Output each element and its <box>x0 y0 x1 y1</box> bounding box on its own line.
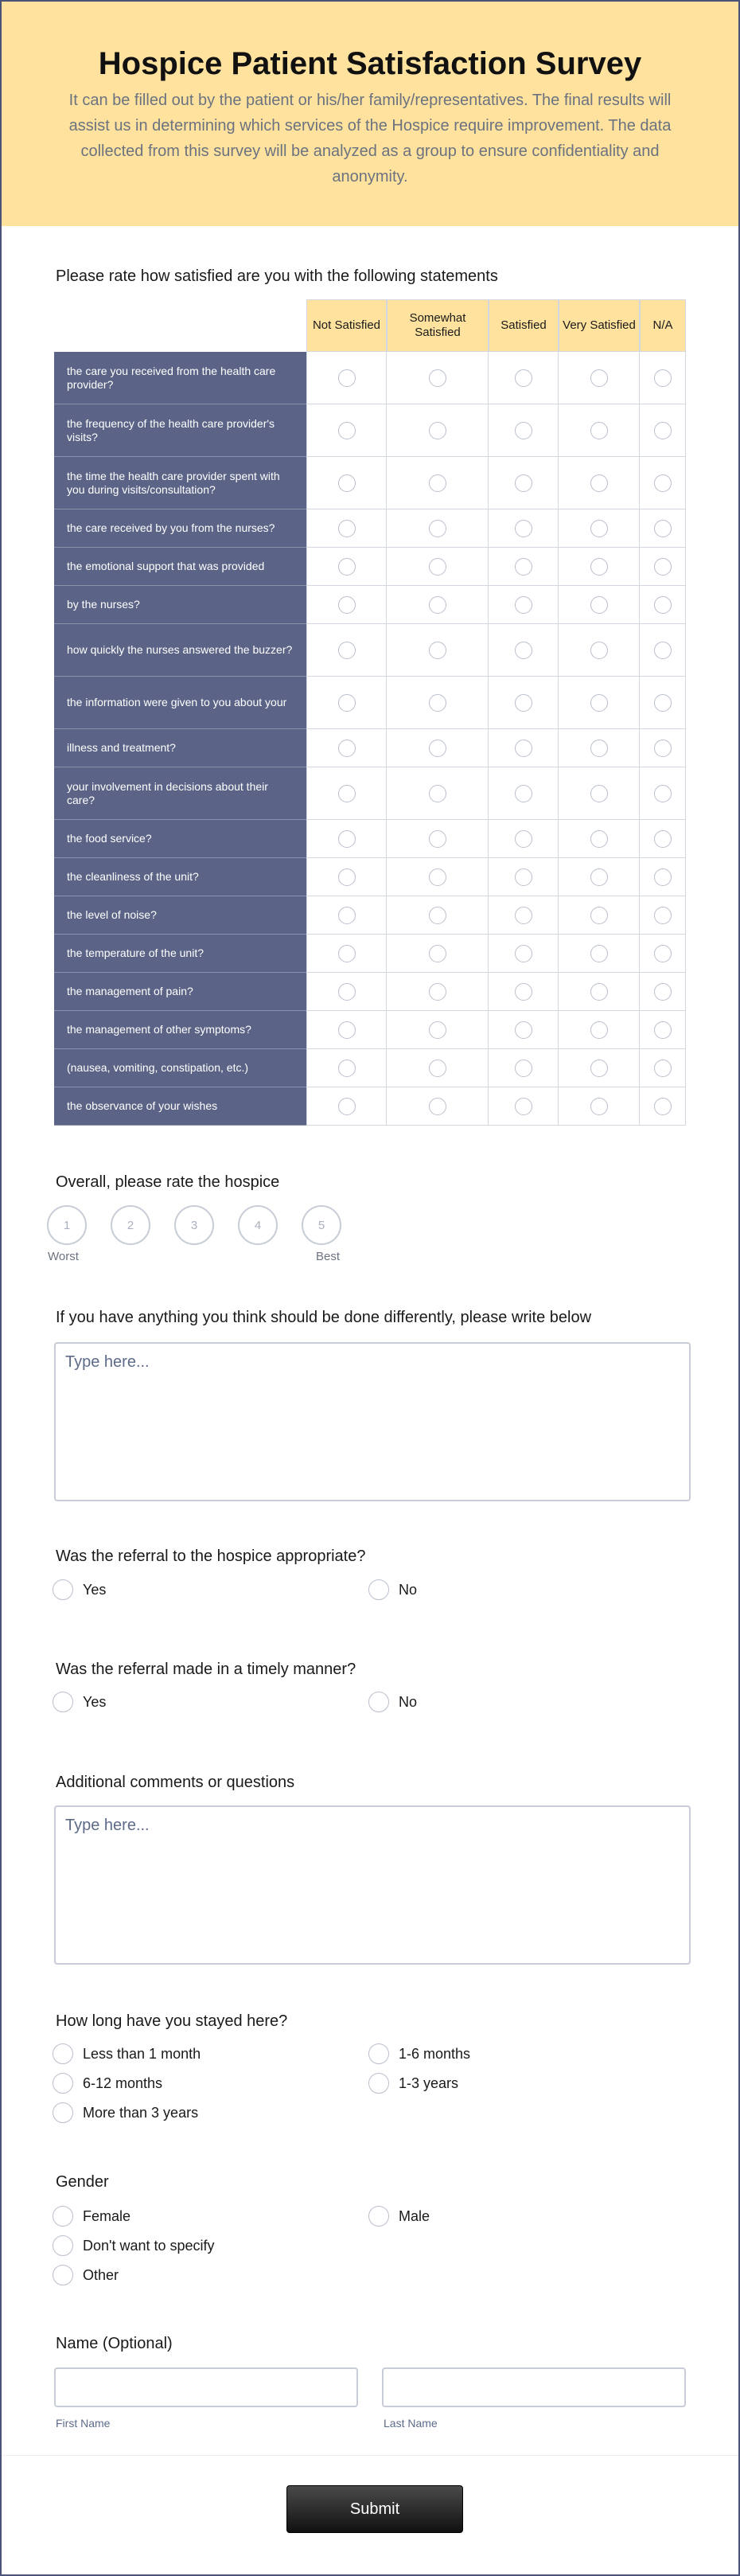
option-label: Less than 1 month <box>83 2045 201 2062</box>
matrix-radio[interactable] <box>515 1021 532 1039</box>
matrix-cell[interactable] <box>489 624 559 677</box>
matrix-cell[interactable] <box>387 820 489 858</box>
matrix-radio[interactable] <box>338 983 356 1001</box>
matrix-row <box>54 767 686 820</box>
matrix-row <box>54 973 686 1011</box>
radio-circle[interactable] <box>53 2102 73 2123</box>
matrix-radio[interactable] <box>515 868 532 886</box>
matrix-row <box>54 548 686 586</box>
matrix-radio[interactable] <box>429 1060 446 1077</box>
option-label: 1-6 months <box>399 2045 471 2062</box>
matrix-cell[interactable] <box>640 858 686 896</box>
matrix-cell[interactable] <box>387 548 489 586</box>
matrix-row <box>54 509 686 548</box>
satisfaction-matrix <box>54 299 686 1126</box>
matrix-radio[interactable] <box>654 1098 672 1115</box>
form-description: It can be filled out by the patient or his/her family/representatives. The final results will assist us in determining which services of the Hospice require improvement. The data collected from this survey will be analyzed as a group to ensure confidentiality and anonymity. <box>68 92 672 185</box>
matrix-cell[interactable] <box>387 858 489 896</box>
matrix-radio[interactable] <box>429 1098 446 1115</box>
matrix-cell[interactable] <box>559 352 640 404</box>
radio-circle[interactable] <box>53 2073 73 2094</box>
matrix-cell[interactable] <box>559 820 640 858</box>
matrix-row <box>54 1049 686 1087</box>
matrix-cell[interactable] <box>306 1087 387 1126</box>
stay-option-1-3-years[interactable] <box>368 2073 458 2094</box>
matrix-cell[interactable] <box>489 548 559 586</box>
matrix-radio[interactable] <box>338 1060 356 1077</box>
matrix-radio[interactable] <box>590 785 608 802</box>
matrix-row-label: the observance of your wishes <box>54 1087 306 1126</box>
matrix-cell[interactable] <box>306 973 387 1011</box>
matrix-cell[interactable] <box>559 457 640 509</box>
radio-circle[interactable] <box>368 1692 389 1712</box>
matrix-row-label: the management of other symptoms? <box>54 1011 306 1049</box>
matrix-radio[interactable] <box>338 945 356 962</box>
matrix-radio[interactable] <box>429 945 446 962</box>
matrix-radio[interactable] <box>429 830 446 848</box>
gender-option-male[interactable] <box>368 2206 430 2227</box>
footer-divider <box>2 2455 738 2456</box>
first-name-sublabel: First Name <box>56 2417 111 2430</box>
matrix-cell[interactable] <box>306 858 387 896</box>
radio-circle[interactable] <box>53 2265 73 2285</box>
matrix-cell[interactable] <box>640 509 686 548</box>
stay-question-label: How long have you stayed here? <box>56 2012 288 2030</box>
matrix-radio[interactable] <box>654 369 672 387</box>
matrix-radio[interactable] <box>429 558 446 576</box>
matrix-column-header: Satisfied <box>489 299 559 352</box>
gender-question-label: Gender <box>56 2173 109 2191</box>
matrix-radio[interactable] <box>429 596 446 614</box>
matrix-cell[interactable] <box>640 1011 686 1049</box>
matrix-column-header: Somewhat Satisfied <box>387 299 489 352</box>
matrix-radio[interactable] <box>654 907 672 924</box>
matrix-cell[interactable] <box>559 624 640 677</box>
radio-circle[interactable] <box>53 1692 73 1712</box>
matrix-cell[interactable] <box>306 677 387 729</box>
matrix-radio[interactable] <box>590 1098 608 1115</box>
matrix-radio[interactable] <box>590 983 608 1001</box>
matrix-radio[interactable] <box>654 422 672 439</box>
rating-low-label: Worst <box>48 1250 79 1263</box>
matrix-radio[interactable] <box>338 520 356 537</box>
matrix-cell[interactable] <box>489 1049 559 1087</box>
matrix-row-label: the temperature of the unit? <box>54 935 306 973</box>
matrix-cell[interactable] <box>489 973 559 1011</box>
matrix-radio[interactable] <box>338 907 356 924</box>
matrix-cell[interactable] <box>559 1049 640 1087</box>
radio-circle[interactable] <box>368 1579 389 1600</box>
matrix-row-label: (nausea, vomiting, constipation, etc.) <box>54 1049 306 1087</box>
name-question-label: Name (Optional) <box>56 2335 173 2352</box>
matrix-cell[interactable] <box>559 1087 640 1126</box>
matrix-radio[interactable] <box>338 474 356 492</box>
matrix-radio[interactable] <box>338 1098 356 1115</box>
matrix-cell[interactable] <box>640 896 686 935</box>
last-name-input[interactable] <box>382 2367 686 2407</box>
matrix-cell[interactable] <box>387 352 489 404</box>
matrix-radio[interactable] <box>429 785 446 802</box>
matrix-cell[interactable] <box>387 1011 489 1049</box>
matrix-radio[interactable] <box>515 907 532 924</box>
matrix-radio[interactable] <box>654 474 672 492</box>
matrix-radio[interactable] <box>590 642 608 659</box>
matrix-radio[interactable] <box>654 642 672 659</box>
matrix-radio[interactable] <box>429 642 446 659</box>
form-title: Hospice Patient Satisfaction Survey <box>98 46 642 81</box>
matrix-cell[interactable] <box>306 767 387 820</box>
matrix-cell[interactable] <box>559 729 640 767</box>
matrix-radio[interactable] <box>515 369 532 387</box>
matrix-radio[interactable] <box>515 474 532 492</box>
matrix-radio[interactable] <box>429 369 446 387</box>
matrix-row-label: the food service? <box>54 820 306 858</box>
matrix-radio[interactable] <box>515 694 532 712</box>
option-label: Other <box>83 2266 119 2283</box>
matrix-cell[interactable] <box>306 935 387 973</box>
matrix-cell[interactable] <box>640 973 686 1011</box>
option-label: Yes <box>83 1581 107 1598</box>
matrix-cell[interactable] <box>387 896 489 935</box>
matrix-row-label: by the nurses? <box>54 586 306 624</box>
gender-option-unspecified[interactable] <box>53 2235 215 2256</box>
matrix-row-label: the emotional support that was provided <box>54 548 306 586</box>
matrix-row-label: how quickly the nurses answered the buzzer? <box>54 624 306 677</box>
matrix-row <box>54 586 686 624</box>
matrix-radio[interactable] <box>429 520 446 537</box>
option-label: Female <box>83 2207 131 2224</box>
matrix-cell[interactable] <box>387 586 489 624</box>
matrix-cell[interactable] <box>559 858 640 896</box>
radio-circle[interactable] <box>53 2235 73 2256</box>
matrix-radio[interactable] <box>590 474 608 492</box>
matrix-radio[interactable] <box>654 596 672 614</box>
matrix-radio[interactable] <box>429 740 446 757</box>
matrix-radio[interactable] <box>338 1021 356 1039</box>
matrix-row-label: the care you received from the health care provider? <box>54 352 306 404</box>
matrix-cell[interactable] <box>489 896 559 935</box>
feedback-question-label: If you have anything you think should be done differently, please write below <box>56 1309 592 1326</box>
matrix-radio[interactable] <box>590 830 608 848</box>
gender-option-female[interactable] <box>53 2206 130 2227</box>
matrix-radio[interactable] <box>338 596 356 614</box>
matrix-radio[interactable] <box>654 983 672 1001</box>
matrix-cell[interactable] <box>306 1049 387 1087</box>
matrix-radio[interactable] <box>515 785 532 802</box>
radio-circle[interactable] <box>53 1579 73 1600</box>
matrix-row <box>54 935 686 973</box>
matrix-column-header: N/A <box>640 299 686 352</box>
matrix-cell[interactable] <box>306 352 387 404</box>
matrix-row-label: the time the health care provider spent with you during visits/consultation? <box>54 457 306 509</box>
matrix-radio[interactable] <box>590 740 608 757</box>
matrix-radio[interactable] <box>590 369 608 387</box>
matrix-cell[interactable] <box>387 767 489 820</box>
matrix-row <box>54 1011 686 1049</box>
matrix-radio[interactable] <box>654 868 672 886</box>
matrix-cell[interactable] <box>387 677 489 729</box>
matrix-cell[interactable] <box>489 586 559 624</box>
matrix-radio[interactable] <box>338 642 356 659</box>
matrix-radio[interactable] <box>429 907 446 924</box>
matrix-radio[interactable] <box>590 945 608 962</box>
stay-option-6-12-months[interactable] <box>53 2073 162 2094</box>
feedback-placeholder: Type here... <box>65 1353 150 1371</box>
matrix-radio[interactable] <box>654 1060 672 1077</box>
matrix-radio[interactable] <box>590 1060 608 1077</box>
matrix-row <box>54 352 686 404</box>
matrix-cell[interactable] <box>640 548 686 586</box>
matrix-cell[interactable] <box>306 457 387 509</box>
matrix-cell[interactable] <box>306 509 387 548</box>
matrix-row-label: your involvement in decisions about their care? <box>54 767 306 820</box>
matrix-question-label: Please rate how satisfied are you with the following statements <box>56 267 498 285</box>
matrix-radio[interactable] <box>515 558 532 576</box>
matrix-radio[interactable] <box>515 642 532 659</box>
rating-option-5[interactable]: 5 <box>302 1205 341 1245</box>
matrix-radio[interactable] <box>515 422 532 439</box>
referral-appropriate-label: Was the referral to the hospice appropriate? <box>56 1548 366 1565</box>
matrix-cell[interactable] <box>489 820 559 858</box>
matrix-radio[interactable] <box>590 558 608 576</box>
matrix-radio[interactable] <box>590 1021 608 1039</box>
matrix-radio[interactable] <box>338 830 356 848</box>
matrix-column-header: Not Satisfied <box>306 299 387 352</box>
referral-timely-no[interactable] <box>368 1692 417 1712</box>
radio-circle[interactable] <box>368 2206 389 2227</box>
matrix-radio[interactable] <box>338 694 356 712</box>
matrix-cell[interactable] <box>387 1049 489 1087</box>
matrix-row <box>54 896 686 935</box>
matrix-cell[interactable] <box>559 767 640 820</box>
matrix-radio[interactable] <box>338 868 356 886</box>
option-label: More than 3 years <box>83 2104 199 2121</box>
matrix-cell[interactable] <box>387 457 489 509</box>
comments-placeholder: Type here... <box>65 1817 150 1834</box>
matrix-cell[interactable] <box>640 624 686 677</box>
matrix-row-label: the frequency of the health care provider's visits? <box>54 404 306 457</box>
matrix-row <box>54 729 686 767</box>
matrix-radio[interactable] <box>590 694 608 712</box>
matrix-cell[interactable] <box>306 548 387 586</box>
matrix-radio[interactable] <box>515 1098 532 1115</box>
first-name-input[interactable] <box>54 2367 358 2407</box>
referral-appropriate-no[interactable] <box>368 1579 417 1600</box>
matrix-radio[interactable] <box>515 596 532 614</box>
matrix-radio[interactable] <box>429 694 446 712</box>
form-header <box>2 2 738 226</box>
option-label: No <box>399 1581 418 1598</box>
matrix-cell[interactable] <box>306 896 387 935</box>
matrix-cell[interactable] <box>489 1087 559 1126</box>
matrix-cell[interactable] <box>640 1049 686 1087</box>
radio-circle[interactable] <box>368 2043 389 2064</box>
submit-button[interactable]: Submit <box>286 2485 463 2533</box>
matrix-radio[interactable] <box>590 907 608 924</box>
matrix-cell[interactable] <box>559 677 640 729</box>
radio-circle[interactable] <box>368 2073 389 2094</box>
matrix-radio[interactable] <box>429 983 446 1001</box>
stay-option-less-1-month[interactable] <box>53 2043 201 2064</box>
matrix-row-label: illness and treatment? <box>54 729 306 767</box>
matrix-cell[interactable] <box>387 404 489 457</box>
matrix-radio[interactable] <box>590 520 608 537</box>
matrix-radio[interactable] <box>429 422 446 439</box>
matrix-cell[interactable] <box>306 729 387 767</box>
matrix-cell[interactable] <box>559 548 640 586</box>
gender-option-other[interactable] <box>53 2265 119 2285</box>
matrix-cell[interactable] <box>387 1087 489 1126</box>
matrix-row <box>54 820 686 858</box>
matrix-cell[interactable] <box>640 767 686 820</box>
matrix-cell[interactable] <box>640 404 686 457</box>
matrix-cell[interactable] <box>559 404 640 457</box>
option-label: 1-3 years <box>399 2074 459 2091</box>
option-label: Male <box>399 2207 430 2224</box>
matrix-radio[interactable] <box>654 830 672 848</box>
matrix-radio[interactable] <box>429 868 446 886</box>
matrix-row <box>54 404 686 457</box>
matrix-row <box>54 677 686 729</box>
radio-circle[interactable] <box>53 2206 73 2227</box>
matrix-cell[interactable] <box>489 1011 559 1049</box>
matrix-cell[interactable] <box>640 586 686 624</box>
matrix-row <box>54 1087 686 1126</box>
matrix-cell[interactable] <box>559 896 640 935</box>
option-label: Yes <box>83 1693 107 1710</box>
matrix-row-label: the cleanliness of the unit? <box>54 858 306 896</box>
matrix-radio[interactable] <box>590 596 608 614</box>
matrix-radio[interactable] <box>338 422 356 439</box>
option-label: Don't want to specify <box>83 2237 215 2254</box>
matrix-radio[interactable] <box>654 1021 672 1039</box>
matrix-row-label: the management of pain? <box>54 973 306 1011</box>
matrix-row <box>54 858 686 896</box>
rating-option-1[interactable]: 1 <box>47 1205 87 1245</box>
matrix-cell[interactable] <box>640 352 686 404</box>
matrix-row <box>54 457 686 509</box>
matrix-cell[interactable] <box>489 457 559 509</box>
matrix-cell[interactable] <box>306 404 387 457</box>
comments-question-label: Additional comments or questions <box>56 1774 295 1791</box>
matrix-radio[interactable] <box>654 558 672 576</box>
matrix-radio[interactable] <box>654 945 672 962</box>
option-label: No <box>399 1693 418 1710</box>
option-label: 6-12 months <box>83 2074 163 2091</box>
matrix-cell[interactable] <box>640 1087 686 1126</box>
matrix-row-label: the care received by you from the nurses? <box>54 509 306 548</box>
matrix-radio[interactable] <box>515 740 532 757</box>
stay-option-1-6-months[interactable] <box>368 2043 470 2064</box>
matrix-cell[interactable] <box>489 729 559 767</box>
matrix-row-label: the level of noise? <box>54 896 306 935</box>
matrix-row <box>54 624 686 677</box>
matrix-column-header: Very Satisfied <box>559 299 640 352</box>
matrix-cell[interactable] <box>489 677 559 729</box>
matrix-cell[interactable] <box>559 586 640 624</box>
referral-timely-label: Was the referral made in a timely manner? <box>56 1661 356 1678</box>
matrix-radio[interactable] <box>515 830 532 848</box>
matrix-radio[interactable] <box>654 694 672 712</box>
matrix-radio[interactable] <box>515 520 532 537</box>
matrix-cell[interactable] <box>489 509 559 548</box>
matrix-radio[interactable] <box>654 740 672 757</box>
rating-question-label: Overall, please rate the hospice <box>56 1173 280 1191</box>
matrix-radio[interactable] <box>338 740 356 757</box>
matrix-cell[interactable] <box>489 935 559 973</box>
matrix-cell[interactable] <box>387 624 489 677</box>
matrix-cell[interactable] <box>306 586 387 624</box>
last-name-sublabel: Last Name <box>384 2417 438 2430</box>
matrix-radio[interactable] <box>429 474 446 492</box>
matrix-radio[interactable] <box>429 1021 446 1039</box>
matrix-cell[interactable] <box>559 509 640 548</box>
feedback-textarea[interactable] <box>54 1342 691 1501</box>
matrix-cell[interactable] <box>387 509 489 548</box>
matrix-cell[interactable] <box>559 973 640 1011</box>
matrix-radio[interactable] <box>515 983 532 1001</box>
matrix-cell[interactable] <box>489 858 559 896</box>
matrix-cell[interactable] <box>387 935 489 973</box>
matrix-cell[interactable] <box>306 1011 387 1049</box>
matrix-radio[interactable] <box>515 945 532 962</box>
matrix-radio[interactable] <box>515 1060 532 1077</box>
rating-high-label: Best <box>316 1250 341 1263</box>
matrix-cell[interactable] <box>559 1011 640 1049</box>
matrix-radio[interactable] <box>338 369 356 387</box>
matrix-radio[interactable] <box>590 868 608 886</box>
matrix-row-label: the information were given to you about your <box>54 677 306 729</box>
matrix-cell[interactable] <box>640 935 686 973</box>
radio-circle[interactable] <box>53 2043 73 2064</box>
rating-option-4[interactable]: 4 <box>238 1205 278 1245</box>
matrix-radio[interactable] <box>338 558 356 576</box>
matrix-cell[interactable] <box>640 729 686 767</box>
matrix-radio[interactable] <box>654 785 672 802</box>
matrix-cell[interactable] <box>559 935 640 973</box>
referral-timely-yes[interactable] <box>53 1692 106 1712</box>
matrix-cell[interactable] <box>489 404 559 457</box>
matrix-radio[interactable] <box>590 422 608 439</box>
stay-option-more-3-years[interactable] <box>53 2102 198 2123</box>
comments-textarea[interactable] <box>54 1805 691 1965</box>
rating-option-3[interactable]: 3 <box>174 1205 214 1245</box>
matrix-cell[interactable] <box>306 624 387 677</box>
matrix-radio[interactable] <box>654 520 672 537</box>
matrix-cell[interactable] <box>640 820 686 858</box>
matrix-cell[interactable] <box>640 677 686 729</box>
matrix-cell[interactable] <box>387 729 489 767</box>
rating-option-2[interactable]: 2 <box>111 1205 150 1245</box>
matrix-cell[interactable] <box>489 352 559 404</box>
matrix-cell[interactable] <box>489 767 559 820</box>
referral-appropriate-yes[interactable] <box>53 1579 106 1600</box>
matrix-cell[interactable] <box>387 973 489 1011</box>
matrix-radio[interactable] <box>338 785 356 802</box>
matrix-cell[interactable] <box>306 820 387 858</box>
matrix-cell[interactable] <box>640 457 686 509</box>
